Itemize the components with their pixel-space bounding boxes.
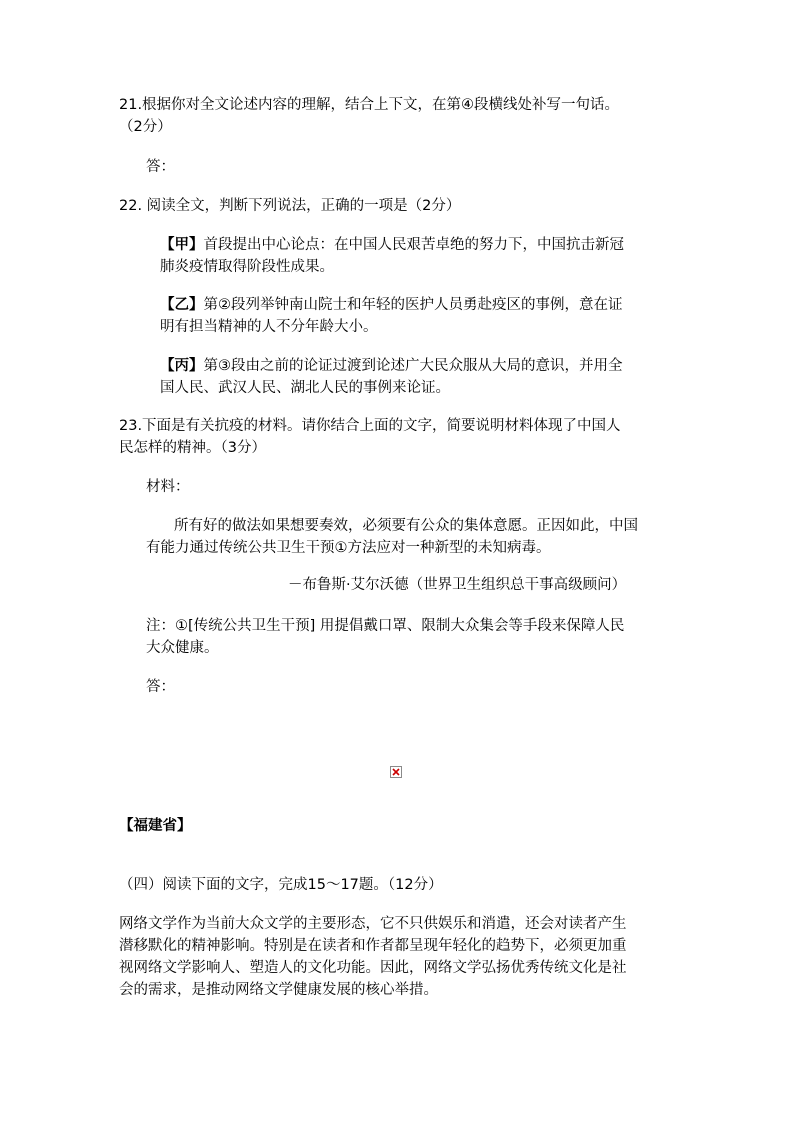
q22-option-tag: 【乙】 [160, 297, 204, 313]
q23-attribution: －布鲁斯·艾尔沃德（世界卫生组织总干事高级顾问） [288, 577, 627, 593]
broken-image-icon [390, 766, 402, 778]
q23-quote-line2: 有能力通过传统公共卫生干预①方法应对一种新型的未知病毒。 [146, 540, 551, 556]
province-heading: 【福建省】 [119, 818, 192, 834]
q23-answer-label: 答： [146, 679, 175, 695]
q22-option-text-line1: 首段提出中心论点：在中国人民艰苦卓绝的努力下，中国抗击新冠 [203, 237, 624, 253]
paragraph-line: 网络文学作为当前大众文学的主要形态，它不只供娱乐和消遣，还会对读者产生 [119, 916, 627, 932]
q22-option-tag: 【丙】 [160, 358, 204, 374]
part-title: （四）阅读下面的文字，完成15～17题。（12分） [119, 877, 443, 893]
q22-stem: 22. 阅读全文，判断下列说法，正确的一项是（2分） [119, 198, 461, 214]
broken-image-x-mark [391, 767, 401, 777]
q23-note-line1: 注：①[传统公共卫生干预] 用提倡戴口罩、限制大众集会等手段来保障人民 [146, 618, 625, 634]
paragraph-line: 视网络文学影响人、塑造人的文化功能。因此，网络文学弘扬优秀传统文化是社 [119, 960, 627, 976]
q21-prompt-line1: 21.根据你对全文论述内容的理解，结合上下文，在第④段横线处补写一句话。 [119, 97, 620, 113]
q21-answer-label: 答： [146, 159, 175, 175]
q23-prompt-line2: 民怎样的精神。（3分） [119, 440, 266, 456]
q22-option-text-line1: 第②段列举钟南山院士和年轻的医护人员勇赴疫区的事例，意在证 [203, 297, 623, 313]
paragraph-line: 潜移默化的精神影响。特别是在读者和作者都呈现年轻化的趋势下，必须更加重 [119, 938, 627, 954]
q21-prompt-line2: （2分） [119, 119, 172, 135]
q23-quote-line1: 所有好的做法如果想要奏效，必须要有公众的集体意愿。正因如此，中国 [174, 518, 638, 534]
q22-option-tag: 【甲】 [160, 237, 204, 253]
q23-note-line2: 大众健康。 [146, 640, 219, 656]
q22-option-text-line2: 国人民、武汉人民、湖北人民的事例来论证。 [160, 380, 450, 396]
q22-option-text-line1: 第③段由之前的论证过渡到论述广大民众服从大局的意识，并用全 [203, 358, 623, 374]
q23-prompt-line1: 23.下面是有关抗疫的材料。请你结合上面的文字，简要说明材料体现了中国人 [119, 418, 621, 434]
q22-option-text-line2: 明有担当精神的人不分年龄大小。 [160, 319, 378, 335]
q22-option-text-line2: 肺炎疫情取得阶段性成果。 [160, 259, 334, 275]
q23-material-label: 材料： [146, 479, 190, 495]
paragraph-line: 会的需求，是推动网络文学健康发展的核心举措。 [119, 982, 438, 998]
